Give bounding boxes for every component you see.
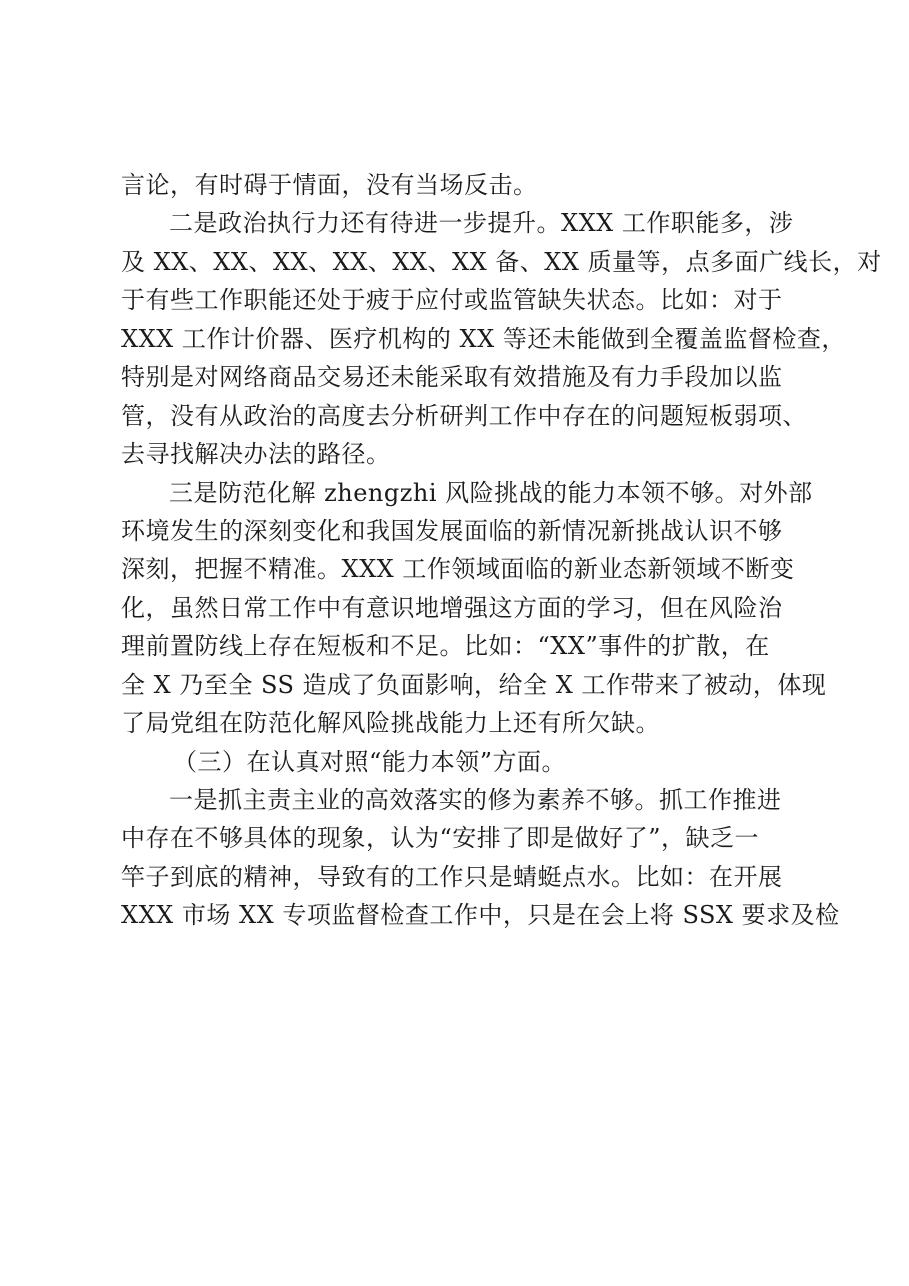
text-line: 化，虽然日常工作中有意识地增强这方面的学习，但在风险治 [121,593,783,622]
text-line: 全 X 乃至全 SS 造成了负面影响，给全 X 工作带来了被动，体现 [121,670,827,699]
text-line: 深刻，把握不精准。XXX 工作领域面临的新业态新领域不断变 [121,555,795,584]
document-body [121,166,882,935]
text-line: 去寻找解决办法的路径。 [121,440,391,469]
text-line: XXX 市场 XX 专项监督检查工作中，只是在会上将 SSX 要求及检 [121,901,840,930]
text-line: 环境发生的深刻变化和我国发展面临的新情况新挑战认识不够 [121,516,783,545]
text-line: 二是政治执行力还有待进一步提升。XXX 工作职能多，涉 [169,209,794,238]
text-line: 特别是对网络商品交易还未能采取有效措施及有力手段加以监 [121,363,783,392]
text-line: 管，没有从政治的高度去分析研判工作中存在的问题短板弱项、 [121,401,807,430]
text-line: 言论，有时碍于情面，没有当场反击。 [121,171,538,199]
text-line: 中存在不够具体的现象，认为“安排了即是做好了”，缺乏一 [121,824,760,853]
text-line: 三是防范化解 zhengzhi 风险挑战的能力本领不够。对外部 [169,478,813,507]
text-line: 理前置防线上存在短板和不足。比如：“XX”事件的扩散，在 [121,632,770,661]
text-line: 及 XX、XX、XX、XX、XX、XX 备、XX 质量等，点多面广线长，对 [121,247,882,276]
text-line: 了局党组在防范化解风险挑战能力上还有所欠缺。 [121,709,660,738]
section-heading: （三）在认真对照“能力本领”方面。 [173,747,567,776]
text-line: 竿子到底的精神，导致有的工作只是蜻蜓点水。比如：在开展 [121,862,783,891]
text-line: 于有些工作职能还处于疲于应付或监管缺失状态。比如：对于 [121,286,783,315]
text-line: 一是抓主责主业的高效落实的修为素养不够。抓工作推进 [169,786,782,814]
text-line: XXX 工作计价器、医疗机构的 XX 等还未能做到全覆盖监督检查， [121,324,846,353]
